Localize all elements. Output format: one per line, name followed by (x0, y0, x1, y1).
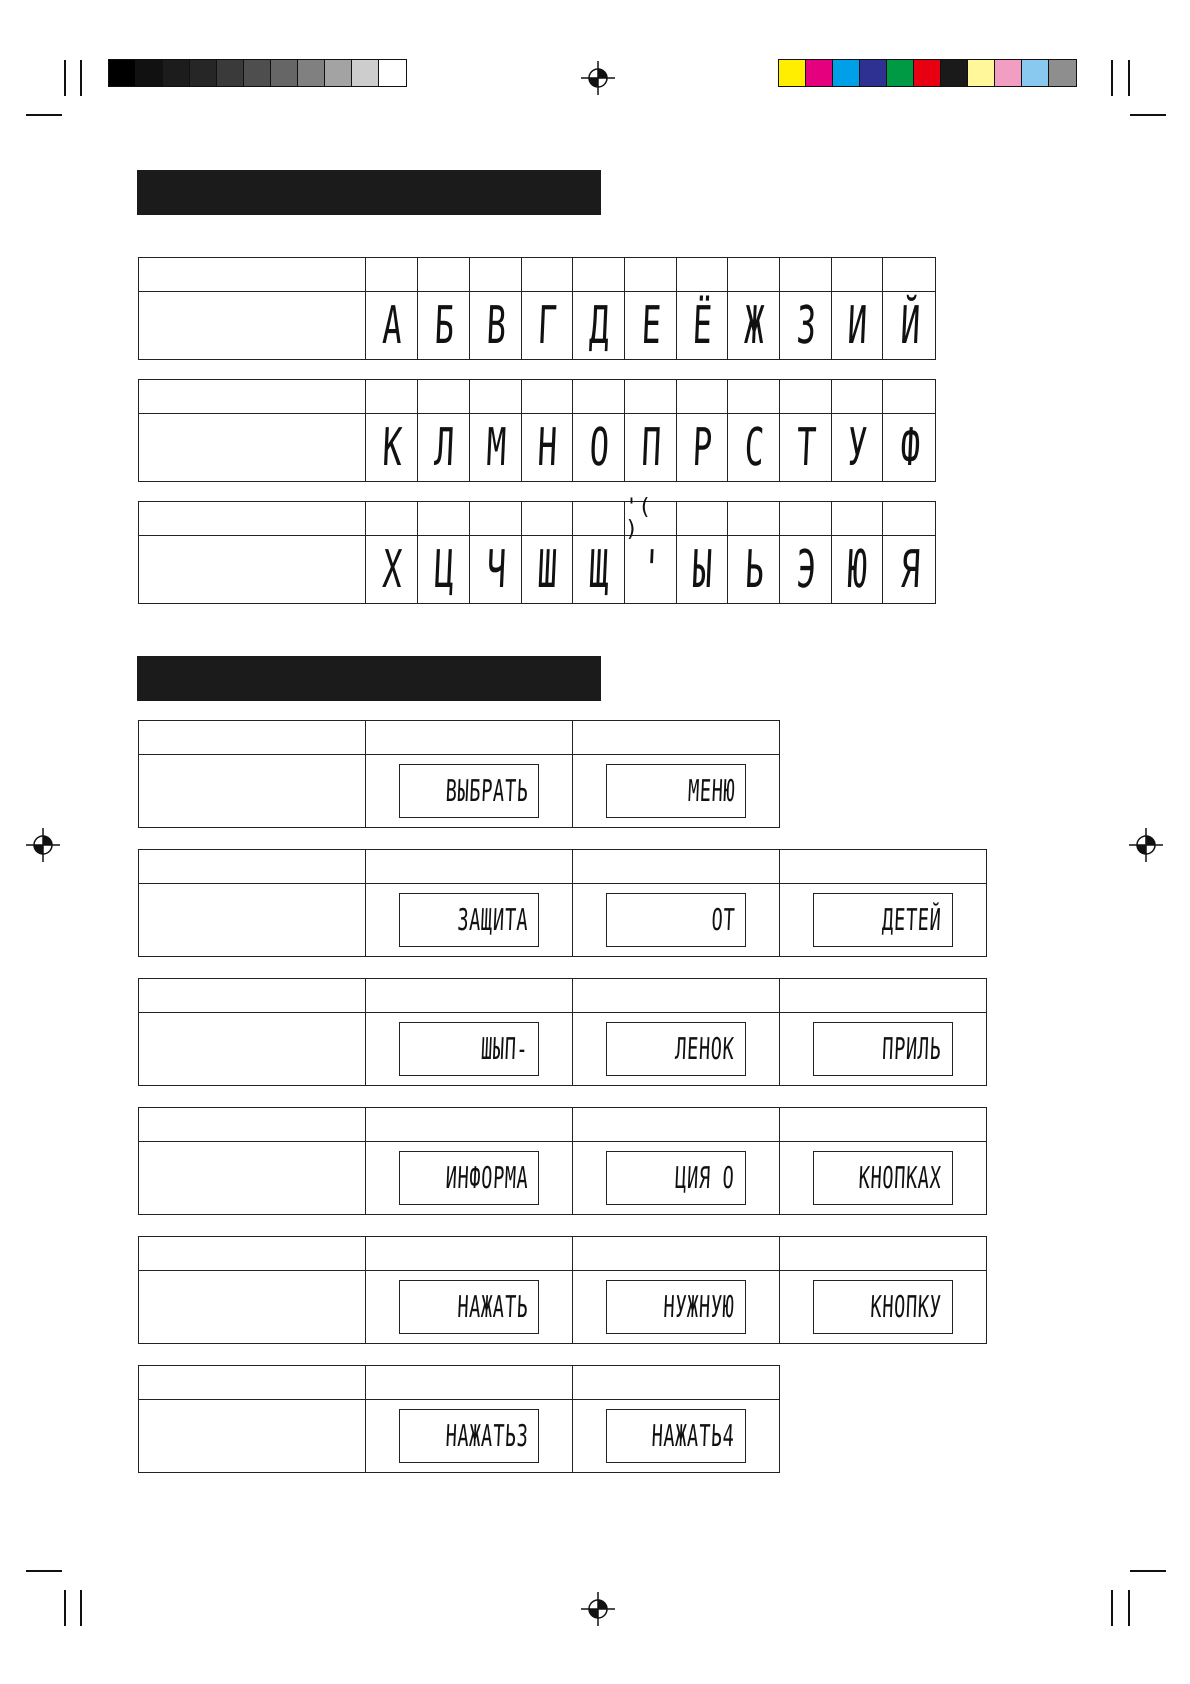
header-cell (832, 502, 884, 535)
header-cell (573, 979, 780, 1012)
display-table (138, 720, 780, 828)
display-cell (366, 755, 572, 827)
lcd-glyph: Е (639, 295, 661, 356)
lcd-glyph: Э (794, 539, 816, 600)
lcd-glyph: Ю (846, 539, 868, 600)
color-swatch (995, 60, 1022, 86)
glyph-cell (832, 536, 884, 603)
registration-mark-icon (26, 828, 60, 862)
lcd-display-text: ЛЕНОК (674, 1031, 736, 1067)
crop-mark (1130, 114, 1166, 116)
crop-mark (64, 60, 66, 96)
header-cell (883, 502, 935, 535)
lcd-glyph: Ч (484, 539, 506, 600)
row-label-cell (139, 414, 366, 481)
lcd-glyph: Р (691, 417, 713, 478)
lcd-glyph: Ц (433, 539, 454, 600)
header-cell (677, 258, 729, 291)
color-swatch (1022, 60, 1049, 86)
registration-mark-icon (1129, 828, 1163, 862)
color-swatch (190, 60, 217, 86)
color-swatch (109, 60, 136, 86)
header-cell (522, 258, 574, 291)
glyph-cell (522, 414, 574, 481)
header-cell (573, 850, 780, 883)
lcd-glyph: Ш (536, 539, 558, 600)
lcd-display-text: КНОПКУ (870, 1289, 943, 1325)
lcd-glyph: Ж (743, 295, 765, 356)
glyph-cell (418, 292, 470, 359)
color-swatch (914, 60, 941, 86)
header-cell (573, 1108, 780, 1141)
character-table (138, 257, 936, 360)
glyph-cell (522, 536, 574, 603)
header-cell (366, 258, 418, 291)
crop-mark (80, 60, 82, 96)
crop-mark (64, 1590, 66, 1626)
display-table-body-row (139, 1400, 779, 1472)
color-swatch (352, 60, 379, 86)
header-cell (728, 502, 780, 535)
character-table-glyph-row (139, 536, 935, 603)
lcd-glyph: Ы (691, 539, 713, 600)
header-cell (573, 380, 625, 413)
lcd-glyph: Щ (588, 539, 609, 600)
lcd-display (813, 1022, 953, 1076)
glyph-cell (728, 292, 780, 359)
header-cell (625, 380, 677, 413)
row-label-cell (139, 850, 366, 883)
lcd-display-text: ВЫБРАТЬ (444, 773, 529, 809)
display-cell (366, 1142, 573, 1214)
display-cell (780, 1013, 987, 1085)
lcd-glyph: К (381, 417, 403, 478)
header-cell (366, 979, 573, 1012)
display-cell (366, 884, 573, 956)
row-label-cell (139, 502, 366, 535)
header-cell (573, 502, 625, 535)
lcd-glyph: Л (433, 417, 454, 478)
header-cell (625, 258, 677, 291)
lcd-glyph: З (794, 295, 816, 356)
lcd-glyph: Ё (691, 295, 713, 356)
color-swatch (968, 60, 995, 86)
lcd-glyph: В (484, 295, 506, 356)
glyph-cell (883, 414, 935, 481)
glyph-cell (573, 536, 625, 603)
header-cell (573, 1366, 779, 1399)
lcd-display (606, 1409, 746, 1463)
lcd-display (606, 1151, 746, 1205)
glyph-cell (677, 536, 729, 603)
row-label-cell (139, 1271, 366, 1343)
header-cell (366, 850, 573, 883)
lcd-display-text: ДЕТЕЙ (881, 902, 943, 938)
display-table (138, 1107, 987, 1215)
lcd-glyph: Н (536, 417, 558, 478)
crop-mark (1111, 60, 1113, 96)
color-swatch (860, 60, 887, 86)
color-swatch (271, 60, 298, 86)
lcd-display (399, 1280, 539, 1334)
character-table-header-row (139, 380, 935, 414)
header-cell (832, 380, 884, 413)
grayscale-calibration-bar (108, 59, 407, 87)
header-cell (522, 502, 574, 535)
lcd-display (606, 1280, 746, 1334)
section-header-bar-characters (137, 170, 601, 215)
header-cell (883, 258, 935, 291)
glyph-cell (470, 414, 522, 481)
header-cell (780, 979, 987, 1012)
lcd-display (399, 893, 539, 947)
lcd-display-text: КНОПКАХ (858, 1160, 943, 1196)
glyph-cell (677, 414, 729, 481)
registration-mark-icon (581, 61, 615, 95)
row-label-cell (139, 721, 366, 754)
section-header-bar-displays (137, 656, 601, 701)
glyph-cell (470, 536, 522, 603)
lcd-display (399, 1409, 539, 1463)
registration-mark-icon (581, 1592, 615, 1626)
header-cell (366, 1366, 572, 1399)
lcd-glyph: У (846, 417, 868, 478)
row-label-cell (139, 884, 366, 956)
color-swatch (779, 60, 806, 86)
color-swatch (298, 60, 325, 86)
row-label-cell (139, 1366, 366, 1399)
lcd-display-text: НАЖАТЬ (456, 1289, 529, 1325)
crop-mark (26, 1570, 62, 1572)
display-cell (780, 884, 987, 956)
lcd-glyph: П (639, 417, 661, 478)
lcd-display-text: НАЖАТЬ3 (444, 1418, 529, 1454)
lcd-glyph: Д (588, 295, 609, 356)
crop-mark (1128, 1590, 1130, 1626)
header-cell (728, 380, 780, 413)
lcd-glyph: Я (898, 539, 920, 600)
header-cell (780, 258, 832, 291)
glyph-cell (418, 414, 470, 481)
color-swatch (136, 60, 163, 86)
lcd-display (399, 1022, 539, 1076)
row-label-cell (139, 258, 366, 291)
row-label-cell (139, 1013, 366, 1085)
row-label-cell (139, 979, 366, 1012)
header-cell (573, 258, 625, 291)
color-swatch (1049, 60, 1076, 86)
row-label-cell (139, 1142, 366, 1214)
glyph-cell (366, 292, 418, 359)
display-cell (366, 1013, 573, 1085)
color-calibration-bar (778, 59, 1077, 87)
row-label-cell (139, 292, 366, 359)
display-table-header-row (139, 721, 779, 755)
display-table-body-row (139, 1142, 986, 1214)
header-cell (780, 850, 987, 883)
color-swatch (833, 60, 860, 86)
row-label-cell (139, 536, 366, 603)
crop-mark (26, 114, 62, 116)
glyph-cell (883, 536, 935, 603)
header-cell (780, 502, 832, 535)
glyph-cell (625, 414, 677, 481)
display-table-header-row (139, 1108, 986, 1142)
lcd-glyph: Б (433, 295, 454, 356)
row-label-cell (139, 755, 366, 827)
header-cell (677, 380, 729, 413)
crop-mark (80, 1590, 82, 1626)
display-table-header-row (139, 1237, 986, 1271)
lcd-glyph: И (846, 295, 868, 356)
display-cell (573, 1013, 780, 1085)
color-swatch (325, 60, 352, 86)
lcd-glyph: ' (639, 539, 661, 600)
header-cell (883, 380, 935, 413)
display-table (138, 1236, 987, 1344)
color-swatch (379, 60, 406, 86)
lcd-glyph: Т (794, 417, 816, 478)
row-label-cell (139, 380, 366, 413)
display-cell (573, 1271, 780, 1343)
display-cell (780, 1271, 987, 1343)
character-table-header-row (139, 258, 935, 292)
display-table-header-row (139, 850, 986, 884)
header-cell (418, 502, 470, 535)
color-swatch (887, 60, 914, 86)
lcd-display-text: ОТ (710, 902, 736, 938)
color-swatch (244, 60, 271, 86)
display-table (138, 1365, 780, 1473)
display-table-body-row (139, 755, 779, 827)
character-table (138, 494, 936, 604)
glyph-cell (677, 292, 729, 359)
character-table-header-row (139, 494, 935, 542)
display-cell (780, 1142, 987, 1214)
lcd-glyph: Г (536, 295, 558, 356)
glyph-cell (625, 536, 677, 603)
crop-mark (1130, 1570, 1166, 1572)
display-cell (573, 884, 780, 956)
display-cell (573, 755, 779, 827)
display-cell (573, 1142, 780, 1214)
color-swatch (217, 60, 244, 86)
glyph-cell (573, 414, 625, 481)
lcd-glyph: О (588, 417, 609, 478)
header-cell (366, 721, 572, 754)
display-table-header-row (139, 1366, 779, 1400)
header-cell (522, 380, 574, 413)
lcd-glyph: Й (898, 295, 920, 356)
glyph-cell (883, 292, 935, 359)
lcd-display-text: НАЖАТЬ4 (651, 1418, 736, 1454)
lcd-display (606, 764, 746, 818)
header-cell (780, 1108, 987, 1141)
lcd-glyph: Ь (743, 539, 765, 600)
lcd-display-text: НУЖНУЮ (663, 1289, 736, 1325)
row-label-cell (139, 1108, 366, 1141)
character-table (138, 379, 936, 482)
header-cell (366, 502, 418, 535)
display-table (138, 849, 987, 957)
glyph-cell (625, 292, 677, 359)
lcd-display (813, 893, 953, 947)
crop-mark (1111, 1590, 1113, 1626)
character-table-glyph-row (139, 414, 935, 481)
header-cell (780, 1237, 987, 1270)
glyph-cell (780, 292, 832, 359)
display-table-body-row (139, 884, 986, 956)
lcd-glyph: С (743, 417, 765, 478)
lcd-display-text: ИНФОРМА (444, 1160, 529, 1196)
glyph-cell (522, 292, 574, 359)
lcd-display (399, 764, 539, 818)
crop-mark (1128, 60, 1130, 96)
color-swatch (806, 60, 833, 86)
header-cell (470, 380, 522, 413)
header-cell (677, 502, 729, 535)
glyph-cell (573, 292, 625, 359)
header-cell (573, 1237, 780, 1270)
glyph-cell (780, 414, 832, 481)
glyph-cell (470, 292, 522, 359)
display-table-header-row (139, 979, 986, 1013)
glyph-cell (366, 414, 418, 481)
lcd-glyph: Х (381, 539, 403, 600)
lcd-display-text: ЦИЯ О (674, 1160, 736, 1196)
header-cell: '( ) (625, 502, 677, 535)
header-cell (573, 721, 779, 754)
lcd-display-text: ШЫП- (480, 1031, 529, 1067)
header-cell (470, 258, 522, 291)
header-cell (366, 380, 418, 413)
display-table-body-row (139, 1013, 986, 1085)
glyph-cell (832, 292, 884, 359)
glyph-cell (418, 536, 470, 603)
lcd-display (813, 1151, 953, 1205)
lcd-display-text: ЗАЩИТА (456, 902, 529, 938)
row-label-cell (139, 1400, 366, 1472)
display-cell (366, 1271, 573, 1343)
lcd-display (606, 1022, 746, 1076)
character-table-glyph-row (139, 292, 935, 359)
header-cell (418, 258, 470, 291)
header-cell (366, 1108, 573, 1141)
lcd-display (813, 1280, 953, 1334)
display-cell (366, 1400, 572, 1472)
lcd-display-text: ПРИЛЬ (881, 1031, 943, 1067)
glyph-cell (728, 536, 780, 603)
header-cell (780, 380, 832, 413)
lcd-glyph: А (381, 295, 403, 356)
glyph-cell (366, 536, 418, 603)
display-table-body-row (139, 1271, 986, 1343)
header-cell (832, 258, 884, 291)
header-cell (418, 380, 470, 413)
glyph-cell (728, 414, 780, 481)
display-cell (573, 1400, 779, 1472)
lcd-glyph: М (484, 417, 506, 478)
lcd-glyph: Ф (898, 417, 920, 478)
glyph-cell (780, 536, 832, 603)
color-swatch (163, 60, 190, 86)
lcd-display (606, 893, 746, 947)
header-cell (728, 258, 780, 291)
row-label-cell (139, 1237, 366, 1270)
header-cell (470, 502, 522, 535)
lcd-display-text: МЕНЮ (686, 773, 736, 809)
glyph-cell (832, 414, 884, 481)
color-swatch (941, 60, 968, 86)
display-table (138, 978, 987, 1086)
lcd-display (399, 1151, 539, 1205)
header-cell (366, 1237, 573, 1270)
